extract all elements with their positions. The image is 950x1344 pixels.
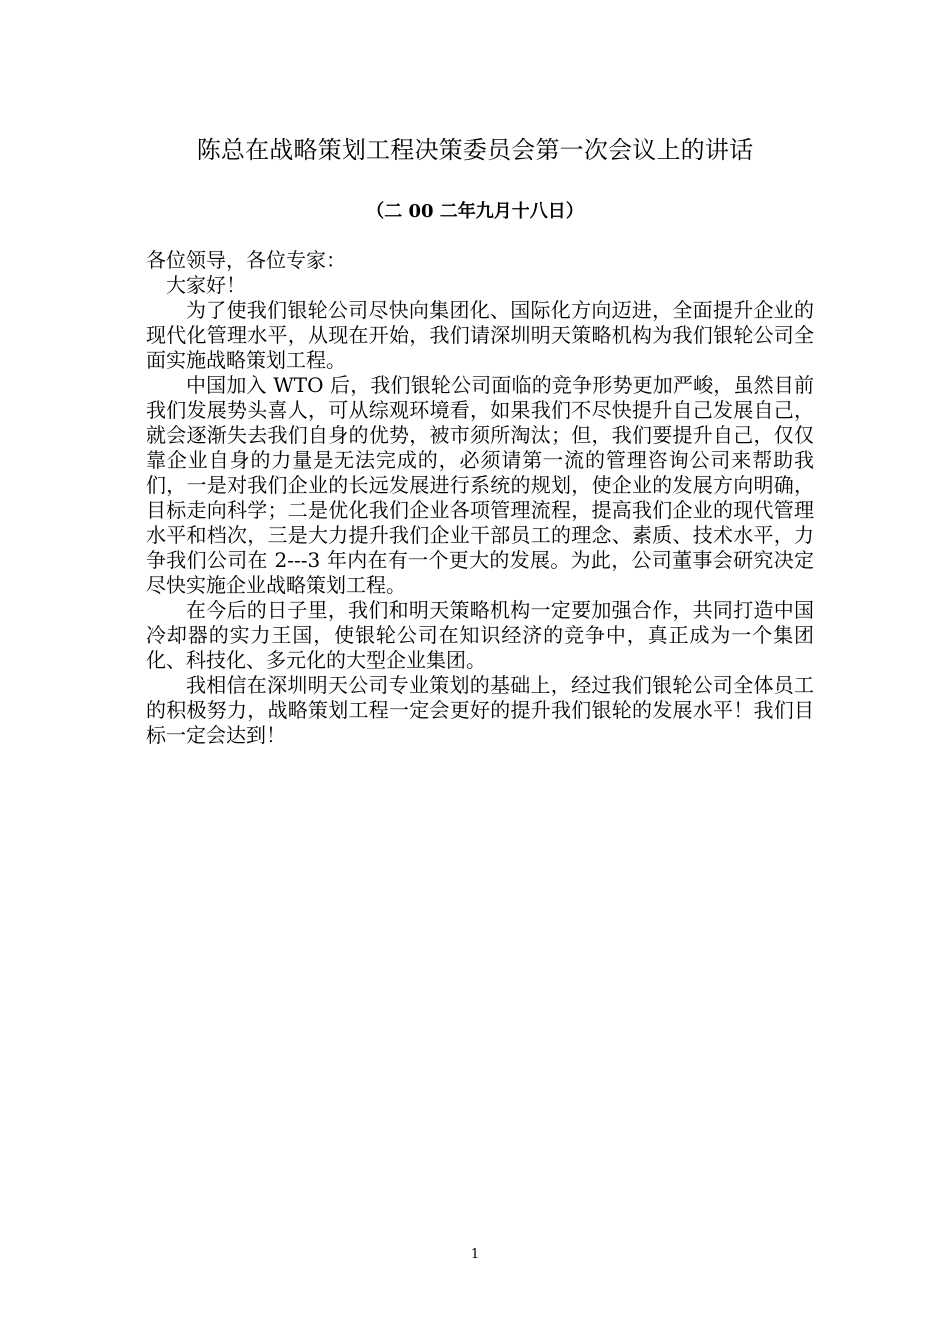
page-number: 1 <box>470 1247 480 1262</box>
body-paragraph: 为了使我们银轮公司尽快向集团化、国际化方向迈进，全面提升企业的现代化管理水平，从现在开始，我们请深圳明天策略机构为我们银轮公司全面实施战略策划工程。 <box>146 298 814 372</box>
body-paragraph: 中国加入 WTO 后，我们银轮公司面临的竞争形势更加严峻，虽然目前我们发展势头喜人，可从综观环境看，如果我们不尽快提升自己发展自己，就会逐渐失去我们自身的优势，被市须所淘汰；但，我们要提升自己，仅仅靠企业自身的力量是无法完成的，必须请第一流的管理咨询公司来帮助我们，一是对我们企业的长远发展进行系统的规划，使企业的发展方向明确，目标走向科学；二是优化我们企业各项管理流程，提高我们企业的现代管理水平和档次，三是大力提升我们企业干部员工的理念、素质、技术水平，力争我们公司在 2---3 年内在有一个更大的发展。为此，公司董事会研究决定尽快实施企业战略策划工程。 <box>146 373 814 597</box>
document-body <box>146 248 814 748</box>
document-date: （二 00 二年九月十八日） <box>366 201 584 222</box>
salutation: 各位领导，各位专家： <box>146 248 346 272</box>
document-title: 陈总在战略策划工程决策委员会第一次会议上的讲话 <box>196 136 754 164</box>
body-paragraph: 我相信在深圳明天公司专业策划的基础上，经过我们银轮公司全体员工的积极努力，战略策划工程一定会更好的提升我们银轮的发展水平！我们目标一定会达到！ <box>146 673 814 747</box>
body-paragraph: 在今后的日子里，我们和明天策略机构一定要加强合作，共同打造中国冷却器的实力王国，使银轮公司在知识经济的竞争中，真正成为一个集团化、科技化、多元化的大型企业集团。 <box>146 598 814 672</box>
greeting: 大家好！ <box>166 273 246 297</box>
